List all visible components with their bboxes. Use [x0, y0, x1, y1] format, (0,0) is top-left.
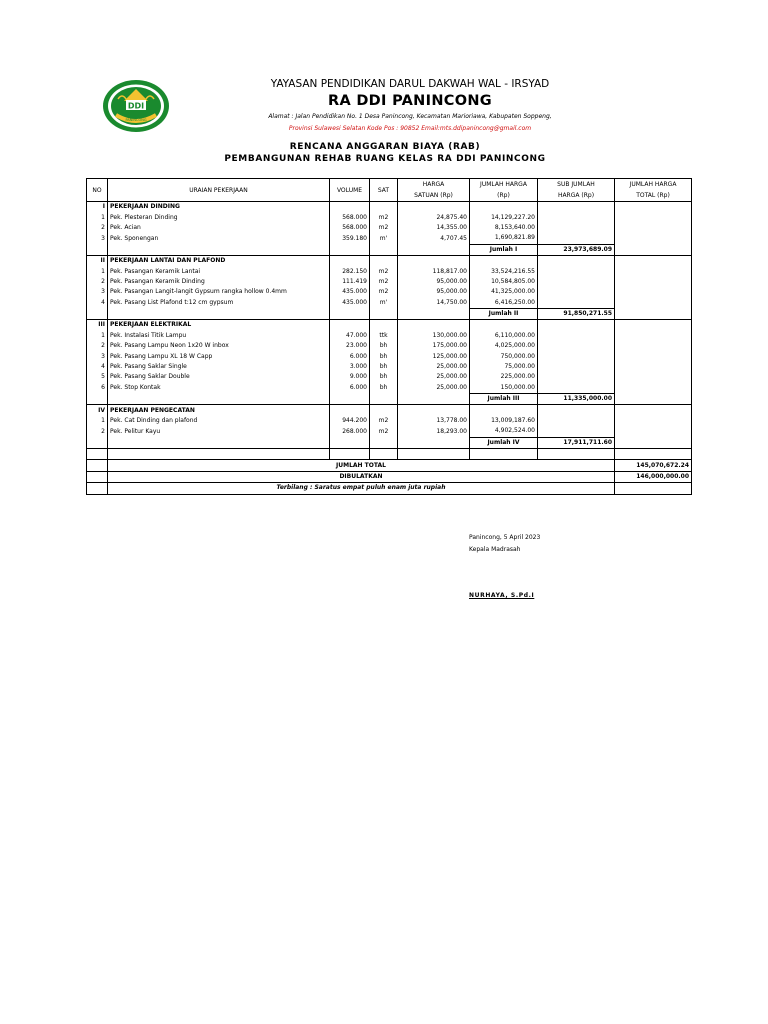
spacer-cell [108, 448, 330, 459]
empty-cell [538, 383, 615, 394]
empty-cell [538, 212, 615, 222]
item-name: Pek. Plesteran Dinding [108, 212, 330, 222]
empty-cell [615, 202, 692, 213]
empty-cell [470, 320, 538, 331]
subtotal-label: Jumlah II [470, 308, 538, 319]
item-no: 2 [87, 341, 108, 351]
item-unit: bh [370, 351, 398, 361]
col-harga: HARGA SATUAN (Rp) [398, 179, 470, 202]
empty-cell [398, 394, 470, 405]
item-name: Pek. Pasangan Langit-langit Gypsum rangka hollow 0.4mm [108, 287, 330, 297]
table-row [87, 351, 692, 361]
logo-text: DDI [127, 101, 145, 111]
item-unit-price: 13,778.00 [398, 416, 470, 426]
empty-cell [615, 394, 692, 405]
item-no: 2 [87, 426, 108, 437]
empty-cell [615, 308, 692, 319]
item-unit-price: 25,000.00 [398, 383, 470, 394]
item-amount: 75,000.00 [470, 362, 538, 372]
section-roman: III [87, 320, 108, 331]
empty-cell [538, 320, 615, 331]
item-volume: 111.419 [330, 277, 370, 287]
item-amount: 33,524,216.55 [470, 266, 538, 276]
empty-cell [470, 202, 538, 213]
item-amount: 6,416,250.00 [470, 298, 538, 309]
empty-cell [370, 437, 398, 448]
subtotal-value: 17,911,711.60 [538, 437, 615, 448]
empty-cell [87, 437, 108, 448]
empty-cell [398, 244, 470, 255]
empty-cell [538, 298, 615, 309]
empty-cell [330, 437, 370, 448]
empty-cell [615, 212, 692, 222]
item-unit: bh [370, 383, 398, 394]
item-amount: 6,110,000.00 [470, 331, 538, 341]
col-no: NO [87, 179, 108, 202]
empty-cell [330, 320, 370, 331]
empty-cell [330, 405, 370, 416]
col-sub-jumlah: SUB JUMLAH HARGA (Rp) [538, 179, 615, 202]
item-unit: m2 [370, 212, 398, 222]
item-unit: m2 [370, 277, 398, 287]
empty-cell [330, 202, 370, 213]
item-volume: 6.000 [330, 351, 370, 361]
empty-cell [615, 255, 692, 266]
empty-cell [615, 244, 692, 255]
empty-cell [370, 320, 398, 331]
terbilang-text: Terbilang : Saratus empat puluh enam juta rupiah [108, 483, 615, 494]
empty-cell [615, 233, 692, 244]
empty-cell [538, 331, 615, 341]
item-no: 1 [87, 416, 108, 426]
empty-cell [87, 308, 108, 319]
empty-cell [398, 437, 470, 448]
empty-cell [615, 437, 692, 448]
item-volume: 359.180 [330, 233, 370, 244]
item-amount: 4,025,000.00 [470, 341, 538, 351]
empty-cell [538, 362, 615, 372]
section-title: PEKERJAAN PENGECATAN [108, 405, 330, 416]
spacer-row [87, 448, 692, 459]
item-no: 2 [87, 277, 108, 287]
subtotal-label: Jumlah I [470, 244, 538, 255]
item-unit-price: 18,293.00 [398, 426, 470, 437]
table-row [87, 212, 692, 222]
item-no: 2 [87, 223, 108, 233]
subtotal-row [87, 437, 692, 448]
item-unit-price: 25,000.00 [398, 362, 470, 372]
empty-cell [108, 437, 330, 448]
item-no: 1 [87, 212, 108, 222]
spacer-cell [470, 448, 538, 459]
subtotal-label: Jumlah IV [470, 437, 538, 448]
spacer-cell [330, 448, 370, 459]
table-row [87, 383, 692, 394]
rounded-label: DIBULATKAN [108, 471, 615, 482]
empty-cell [370, 405, 398, 416]
item-no: 3 [87, 351, 108, 361]
school-address: Alamat : Jalan Pendidikan No. 1 Desa Panincong, Kecamatan Marioriawa, Kabupaten Soppeng, [268, 113, 552, 120]
table-header [87, 179, 692, 202]
table-row [87, 298, 692, 309]
col-sat: SAT [370, 179, 398, 202]
item-unit-price: 125,000.00 [398, 351, 470, 361]
item-name: Pek. Pasang Saklar Double [108, 372, 330, 382]
logo-band-text: PANINCONG [125, 118, 147, 122]
section-header-row [87, 320, 692, 331]
empty-cell [615, 383, 692, 394]
table-row [87, 266, 692, 276]
empty-cell [330, 394, 370, 405]
signature-place-date: Panincong, 5 April 2023 [469, 534, 541, 541]
section-roman: I [87, 202, 108, 213]
grand-total-row [87, 460, 692, 471]
empty-cell [615, 277, 692, 287]
empty-cell [108, 394, 330, 405]
item-unit-price: 24,875.40 [398, 212, 470, 222]
item-unit: bh [370, 341, 398, 351]
item-unit: m2 [370, 426, 398, 437]
item-unit-price: 95,000.00 [398, 287, 470, 297]
empty-cell [370, 255, 398, 266]
empty-cell [538, 233, 615, 244]
item-volume: 282.150 [330, 266, 370, 276]
item-amount: 225,000.00 [470, 372, 538, 382]
table-row [87, 331, 692, 341]
spacer-cell [370, 448, 398, 459]
item-no: 6 [87, 383, 108, 394]
item-no: 4 [87, 298, 108, 309]
item-amount: 150,000.00 [470, 383, 538, 394]
col-jumlah: JUMLAH HARGA (Rp) [470, 179, 538, 202]
item-amount: 41,325,000.00 [470, 287, 538, 297]
section-roman: IV [87, 405, 108, 416]
signature-name: NURHAYA, S.Pd.I [469, 592, 535, 599]
item-unit-price: 95,000.00 [398, 277, 470, 287]
empty-cell [538, 255, 615, 266]
subtotal-row [87, 308, 692, 319]
section-title: PEKERJAAN DINDING [108, 202, 330, 213]
empty-cell [538, 426, 615, 437]
empty-cell [615, 372, 692, 382]
section-title: PEKERJAAN ELEKTRIKAL [108, 320, 330, 331]
rounded-value: 146,000,000.00 [615, 471, 692, 482]
item-unit: ttk [370, 331, 398, 341]
empty-cell [538, 405, 615, 416]
spacer-cell [538, 448, 615, 459]
item-amount: 1,690,821.89 [470, 233, 538, 244]
item-name: Pek. Pasangan Keramik Lantai [108, 266, 330, 276]
subtotal-value: 11,335,000.00 [538, 394, 615, 405]
empty-cell [538, 277, 615, 287]
empty-cell [108, 308, 330, 319]
table-row [87, 287, 692, 297]
subtotal-row [87, 244, 692, 255]
school-name: RA DDI PANINCONG [328, 93, 492, 109]
item-volume: 435.000 [330, 298, 370, 309]
item-unit: m' [370, 298, 398, 309]
empty-cell [615, 426, 692, 437]
section-roman: II [87, 255, 108, 266]
item-volume: 435.000 [330, 287, 370, 297]
empty-cell [398, 255, 470, 266]
item-name: Pek. Stop Kontak [108, 383, 330, 394]
item-unit-price: 4,707.45 [398, 233, 470, 244]
empty-cell [370, 308, 398, 319]
spacer-cell [87, 448, 108, 459]
empty-cell [398, 320, 470, 331]
empty-cell [108, 244, 330, 255]
empty-cell [87, 244, 108, 255]
section-header-row [87, 405, 692, 416]
item-no: 1 [87, 266, 108, 276]
rab-table [86, 178, 692, 495]
item-unit: bh [370, 362, 398, 372]
col-total: JUMLAH HARGA TOTAL (Rp) [615, 179, 692, 202]
signature-role: Kepala Madrasah [469, 546, 521, 553]
empty-cell [615, 266, 692, 276]
subtotal-label: Jumlah III [470, 394, 538, 405]
grand-total-value: 145,070,672.24 [615, 460, 692, 471]
item-name: Pek. Pelitur Kayu [108, 426, 330, 437]
document-subtitle: PEMBANGUNAN REHAB RUANG KELAS RA DDI PANINCONG [224, 154, 546, 164]
empty-cell [87, 460, 108, 471]
item-unit: m2 [370, 287, 398, 297]
item-unit-price: 14,750.00 [398, 298, 470, 309]
item-no: 5 [87, 372, 108, 382]
terbilang-row [87, 483, 692, 494]
subtotal-value: 23,973,689.09 [538, 244, 615, 255]
empty-cell [538, 223, 615, 233]
item-name: Pek. Pasang Lampu XL 18 W Capp [108, 351, 330, 361]
item-name: Pek. Acian [108, 223, 330, 233]
item-amount: 14,129,227.20 [470, 212, 538, 222]
item-volume: 268.000 [330, 426, 370, 437]
section-title: PEKERJAAN LANTAI DAN PLAFOND [108, 255, 330, 266]
spacer-cell [615, 448, 692, 459]
item-unit-price: 25,000.00 [398, 372, 470, 382]
empty-cell [470, 405, 538, 416]
school-province-email: Provinsi Sulawesi Selatan Kode Pos : 90852 Email:mts.ddipanincong@gmail.com [288, 125, 532, 132]
empty-cell [615, 416, 692, 426]
empty-cell [370, 394, 398, 405]
item-name: Pek. Cat Dinding dan plafond [108, 416, 330, 426]
document-title: RENCANA ANGGARAN BIAYA (RAB) [289, 142, 481, 152]
item-amount: 13,009,187.60 [470, 416, 538, 426]
empty-cell [615, 320, 692, 331]
item-amount: 10,584,805.00 [470, 277, 538, 287]
empty-cell [538, 351, 615, 361]
item-volume: 568.000 [330, 223, 370, 233]
table-row [87, 426, 692, 437]
empty-cell [398, 202, 470, 213]
empty-cell [87, 483, 108, 494]
empty-cell [330, 244, 370, 255]
item-unit-price: 14,355.00 [398, 223, 470, 233]
item-amount: 4,902,524.00 [470, 426, 538, 437]
item-volume: 944.200 [330, 416, 370, 426]
empty-cell [538, 372, 615, 382]
item-volume: 6.000 [330, 383, 370, 394]
item-unit: m2 [370, 223, 398, 233]
empty-cell [330, 308, 370, 319]
item-unit: m2 [370, 266, 398, 276]
empty-cell [370, 202, 398, 213]
item-name: Pek. Pasang Saklar Single [108, 362, 330, 372]
empty-cell [615, 223, 692, 233]
empty-cell [538, 266, 615, 276]
item-no: 3 [87, 287, 108, 297]
item-name: Pek. Instalasi Titik Lampu [108, 331, 330, 341]
table-body [87, 202, 692, 495]
table-row [87, 341, 692, 351]
empty-cell [615, 287, 692, 297]
empty-cell [538, 341, 615, 351]
rounded-total-row [87, 471, 692, 482]
empty-cell [370, 244, 398, 255]
empty-cell [615, 298, 692, 309]
empty-cell [538, 416, 615, 426]
empty-cell [615, 351, 692, 361]
subtotal-row [87, 394, 692, 405]
grand-total-label: JUMLAH TOTAL [108, 460, 615, 471]
empty-cell [398, 308, 470, 319]
table-row [87, 233, 692, 244]
item-volume: 568.000 [330, 212, 370, 222]
item-no: 3 [87, 233, 108, 244]
item-unit: bh [370, 372, 398, 382]
col-volume: VOLUME [330, 179, 370, 202]
empty-cell [87, 471, 108, 482]
table-row [87, 362, 692, 372]
section-header-row [87, 202, 692, 213]
item-unit-price: 175,000.00 [398, 341, 470, 351]
item-unit-price: 118,817.00 [398, 266, 470, 276]
item-unit: m2 [370, 416, 398, 426]
item-volume: 9.000 [330, 372, 370, 382]
table-row [87, 277, 692, 287]
empty-cell [538, 202, 615, 213]
item-unit: m' [370, 233, 398, 244]
item-name: Pek. Sponengan [108, 233, 330, 244]
empty-cell [330, 255, 370, 266]
item-no: 4 [87, 362, 108, 372]
col-uraian: URAIAN PEKERJAAN [108, 179, 330, 202]
item-amount: 8,153,640.00 [470, 223, 538, 233]
item-amount: 750,000.00 [470, 351, 538, 361]
empty-cell [87, 394, 108, 405]
empty-cell [470, 255, 538, 266]
empty-cell [615, 331, 692, 341]
empty-cell [398, 405, 470, 416]
empty-cell [615, 405, 692, 416]
table-row [87, 416, 692, 426]
ddi-logo [102, 79, 170, 133]
subtotal-value: 91,850,271.55 [538, 308, 615, 319]
item-no: 1 [87, 331, 108, 341]
empty-cell [538, 287, 615, 297]
item-unit-price: 130,000.00 [398, 331, 470, 341]
empty-cell [615, 483, 692, 494]
item-volume: 3.000 [330, 362, 370, 372]
item-name: Pek. Pasang List Plafond t:12 cm gypsum [108, 298, 330, 309]
item-name: Pek. Pasangan Keramik Dinding [108, 277, 330, 287]
spacer-cell [398, 448, 470, 459]
item-volume: 23.000 [330, 341, 370, 351]
empty-cell [615, 341, 692, 351]
item-name: Pek. Pasang Lampu Neon 1x20 W inbox [108, 341, 330, 351]
section-header-row [87, 255, 692, 266]
table-row [87, 372, 692, 382]
table-row [87, 223, 692, 233]
item-volume: 47.000 [330, 331, 370, 341]
foundation-name: YAYASAN PENDIDIKAN DARUL DAKWAH WAL - IRSYAD [270, 78, 550, 90]
empty-cell [615, 362, 692, 372]
